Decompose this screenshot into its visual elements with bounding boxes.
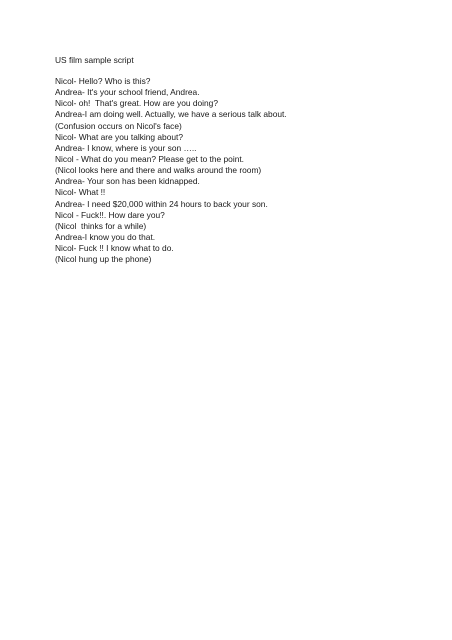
script-line: Andrea- I need $20,000 within 24 hours to back your son. <box>55 198 268 209</box>
script-line: Nicol- Hello? Who is this? <box>55 76 151 86</box>
script-line: (Nicol looks here and there and walks around the room) <box>55 165 262 176</box>
script-line: (Nicol hung up the phone) <box>55 254 152 265</box>
script-line: Nicol - What do you mean? Please get to the point. <box>55 153 245 164</box>
script-line: (Confusion occurs on Nicol's face) <box>55 120 182 131</box>
script-line: Nicol- Fuck !! I know what to do. <box>55 243 174 254</box>
script-line: Nicol- What !! <box>55 187 106 198</box>
script-line: Andrea-I know you do that. <box>55 231 156 242</box>
script-line: Andrea- I know, where is your son ….. <box>55 142 197 153</box>
script-line: Andrea- It's your school friend, Andrea. <box>55 87 200 98</box>
script-line: Nicol- oh! That's great. How are you doing? <box>55 98 218 109</box>
script-line: Nicol - Fuck!!. How dare you? <box>55 209 165 220</box>
script-dialogue <box>55 76 287 265</box>
script-line: Nicol- What are you talking about? <box>55 131 184 142</box>
script-line: Andrea-I am doing well. Actually, we have a serious talk about. <box>55 109 287 120</box>
script-line: Andrea- Your son has been kidnapped. <box>55 176 200 187</box>
script-line: (Nicol thinks for a while) <box>55 220 147 231</box>
document-title: US film sample script <box>55 55 134 65</box>
